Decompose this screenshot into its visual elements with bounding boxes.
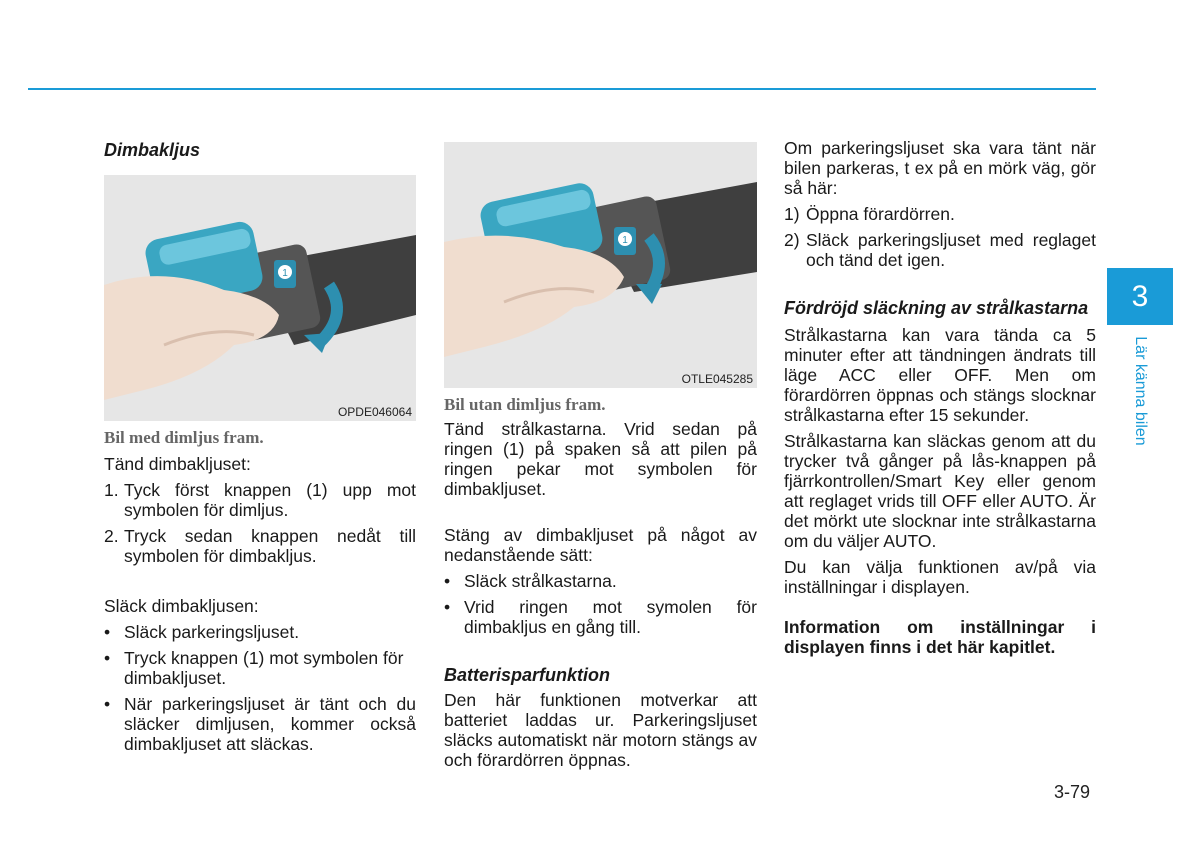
list-item: • Tryck knappen (1) mot symbolen för dimbakljuset. (104, 648, 404, 688)
figure-stalk-without-fog (444, 142, 757, 388)
off-list (104, 622, 416, 754)
list-item: • Släck strålkastarna. (444, 571, 617, 591)
paragraph: Den här funktionen motverkar att batteriet laddas ur. Parkeringsljuset släcks automatiskt när motorn stängs av och förardörren öppnas. (444, 690, 757, 770)
instruction-intro: Tänd dimbakljuset: (104, 454, 251, 474)
figure-caption: Bil med dimljus fram. (104, 428, 264, 447)
chapter-title: Lär känna bilen (1132, 336, 1149, 446)
paragraph: Strålkastarna kan vara tända ca 5 minuter efter att tändningen ändrats till läge ACC eller OFF. Men om förardörren öppnas och stängs slocknar strålkastarna efter 15 sekunder. (784, 325, 1096, 425)
list-item: • När parkeringsljuset är tänt och du släcker dimljusen, kommer också dimbakljuset att släckas. (104, 694, 416, 754)
list-item: • Släck parkeringsljuset. (104, 622, 300, 642)
section-heading-dimbakljus: Dimbakljus (104, 140, 201, 160)
column-3 (784, 138, 1096, 657)
list-item: 1) Öppna förardörren. (784, 204, 955, 224)
paragraph: Strålkastarna kan släckas genom att du trycker två gånger på lås-knappen på fjärrkontrollen/Smart Key eller genom att reglaget vrids till OFF eller AUTO. Är det mörkt ute slocknar inte strålkastarna om du väljer AUTO. (784, 431, 1096, 551)
steps-list (104, 480, 416, 566)
chapter-side-title (1126, 332, 1154, 462)
header-rule (28, 88, 1096, 90)
list-item: 2) Släck parkeringsljuset med reglaget och tänd det igen. (784, 230, 1096, 270)
figure-caption: Bil utan dimljus fram. (444, 395, 606, 414)
off-list (444, 571, 757, 637)
figure-code: OPDE046064 (337, 405, 412, 419)
section-heading-fordrojd-slackning: Fördröjd släckning av strålkastarna (784, 298, 1089, 318)
paragraph: Stäng av dimbakljuset på något av nedanstående sätt: (444, 525, 757, 565)
list-item: 1. Tyck först knappen (1) upp mot symbolen för dimljus. (104, 480, 416, 520)
column-1 (104, 140, 416, 161)
column-2-body (444, 395, 757, 770)
figure-code: OTLE045285 (681, 372, 753, 386)
figure-stalk-with-fog (104, 175, 416, 421)
list-item: 2. Tryck sedan knappen nedåt till symbolen för dimbakljus. (104, 526, 416, 566)
list-item: • Vrid ringen mot symolen för dimbakljus en gång till. (444, 597, 757, 637)
paragraph: Tänd strålkastarna. Vrid sedan på ringen (1) på spaken så att pilen på ringen pekar mot symbolen för dimbakljuset. (444, 419, 757, 499)
column-1-body (104, 428, 416, 754)
page-number: 3-79 (1054, 782, 1091, 802)
paragraph: Om parkeringsljuset ska vara tänt när bilen parkeras, t ex på en mörk väg, gör så här: (784, 138, 1096, 198)
off-intro: Släck dimbakljusen: (104, 596, 259, 616)
svg-text:1: 1 (282, 268, 288, 279)
section-heading-batterisparfunktion: Batterisparfunktion (444, 665, 611, 685)
svg-text:1: 1 (622, 235, 628, 246)
paragraph: Du kan välja funktionen av/på via inställningar i displayen. (784, 557, 1096, 597)
note: Information om inställningar i displayen finns i det här kapitlet. (784, 617, 1096, 657)
chapter-tab: 3 (1107, 268, 1173, 325)
steps-list (784, 204, 1096, 270)
